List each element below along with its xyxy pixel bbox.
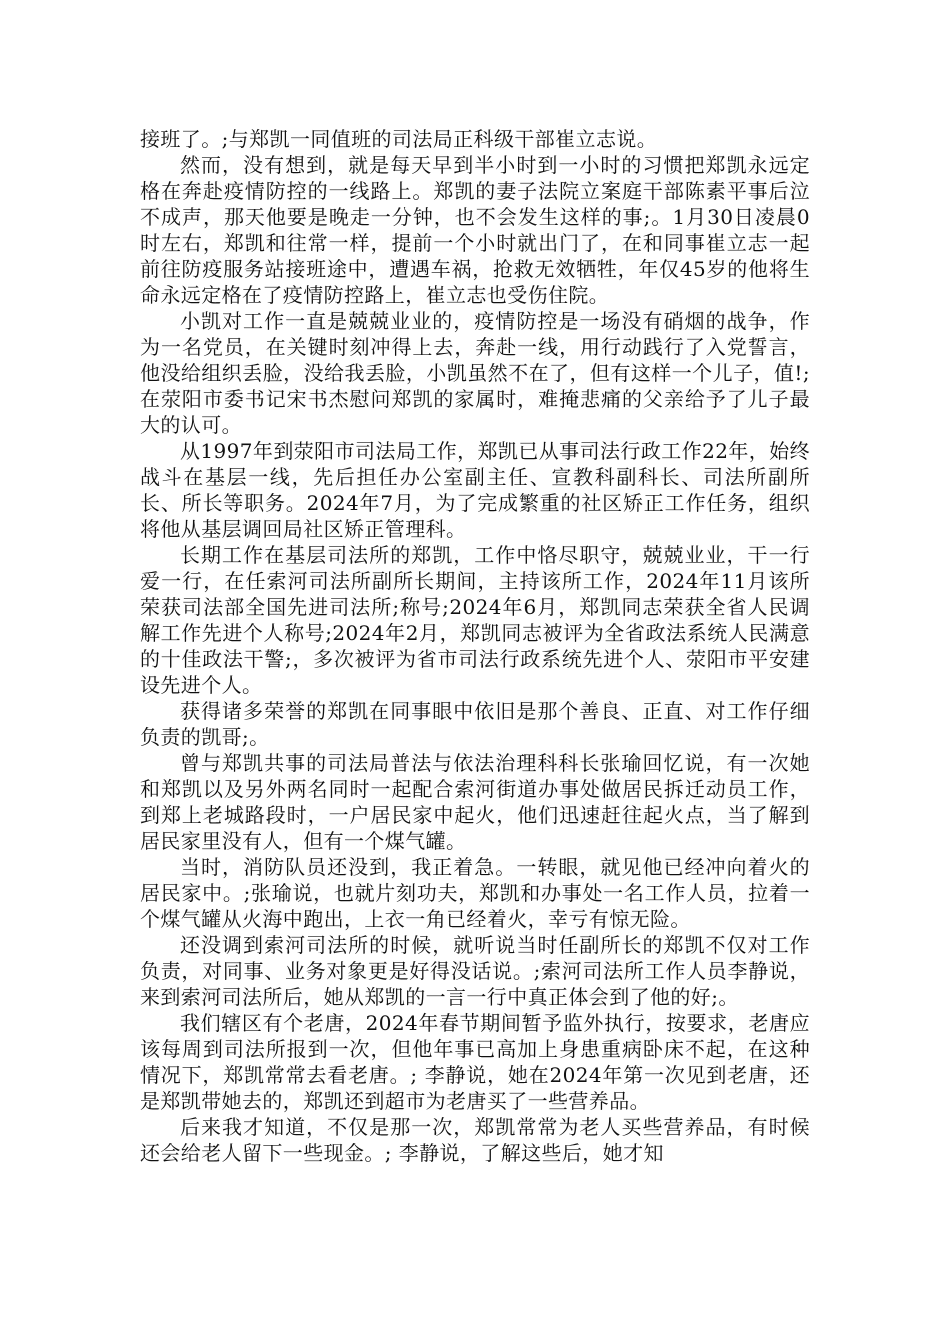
paragraph-6: 获得诸多荣誉的郑凯在同事眼中依旧是那个善良、正直、对工作仔细负责的凯哥;。 [140, 699, 810, 749]
paragraph-1: 接班了。;与郑凯一同值班的司法局正科级干部崔立志说。 [140, 127, 658, 151]
paragraph-3: 小凯对工作一直是兢兢业业的，疫情防控是一场没有硝烟的战争，作为一名党员，在关键时刻冲得上去，奔赴一线，用行动践行了入党誓言，他没给组织丢脸，没给我丢脸，小凯虽然不在了，但有这样一个儿子，值!;在荥阳市委书记宋书杰慰问郑凯的家属时，难掩悲痛的父亲给予了儿子最大的认可。 [140, 309, 810, 437]
paragraph-9: 还没调到索河司法所的时候，就听说当时任副所长的郑凯不仅对工作负责，对同事、业务对象更是好得没话说。;索河司法所工作人员李静说，来到索河司法所后，她从郑凯的一言一行中真正体会到了他的好;。 [140, 933, 810, 1009]
paragraph-8: 当时，消防队员还没到，我正着急。一转眼，就见他已经冲向着火的居民家中。;张瑜说，也就片刻功夫，郑凯和办事处一名工作人员，拉着一个煤气罐从火海中跑出，上衣一角已经着火，幸亏有惊无险。 [140, 855, 810, 931]
paragraph-2: 然而，没有想到，就是每天早到半小时到一小时的习惯把郑凯永远定格在奔赴疫情防控的一线路上。郑凯的妻子法院立案庭干部陈素平事后泣不成声，那天他要是晚走一分钟，也不会发生这样的事;。1月30日凌晨0时左右，郑凯和往常一样，提前一个小时就出门了，在和同事崔立志一起前往防疫服务站接班途中，遭遇车祸，抢救无效牺牲，年仅45岁的他将生命永远定格在了疫情防控路上，崔立志也受伤住院。 [140, 153, 810, 307]
paragraph-7: 曾与郑凯共事的司法局普法与依法治理科科长张瑜回忆说，有一次她和郑凯以及另外两名同时一起配合索河街道办事处做居民拆迁动员工作，到郑上老城路段时，一户居民家中起火，他们迅速赶往起火点，当了解到居民家里没有人，但有一个煤气罐。 [140, 751, 810, 853]
paragraph-10: 我们辖区有个老唐，2024年春节期间暂予监外执行，按要求，老唐应该每周到司法所报到一次，但他年事已高加上身患重病卧床不起，在这种情况下，郑凯常常去看老唐。; 李静说，她在2024年第一次见到老唐，还是郑凯带她去的，郑凯还到超市为老唐买了一些营养品。 [140, 1011, 810, 1113]
paragraph-4: 从1997年到荥阳市司法局工作，郑凯已从事司法行政工作22年，始终战斗在基层一线，先后担任办公室副主任、宣教科副科长、司法所副所长、所长等职务。2024年7月，为了完成繁重的社区矫正工作任务，组织将他从基层调回局社区矫正管理科。 [140, 439, 810, 541]
paragraph-5: 长期工作在基层司法所的郑凯，工作中恪尽职守，兢兢业业，干一行爱一行，在任索河司法所副所长期间，主持该所工作，2024年11月该所荣获司法部全国先进司法所;称号;2024年6月，郑凯同志荣获全省人民调解工作先进个人称号;2024年2月，郑凯同志被评为全省政法系统人民满意的十佳政法干警;，多次被评为省市司法行政系统先进个人、荥阳市平安建设先进个人。 [140, 543, 810, 697]
paragraph-11: 后来我才知道，不仅是那一次，郑凯常常为老人买些营养品，有时候还会给老人留下一些现金。; 李静说，了解这些后，她才知 [140, 1115, 810, 1165]
article-body [140, 126, 810, 1166]
